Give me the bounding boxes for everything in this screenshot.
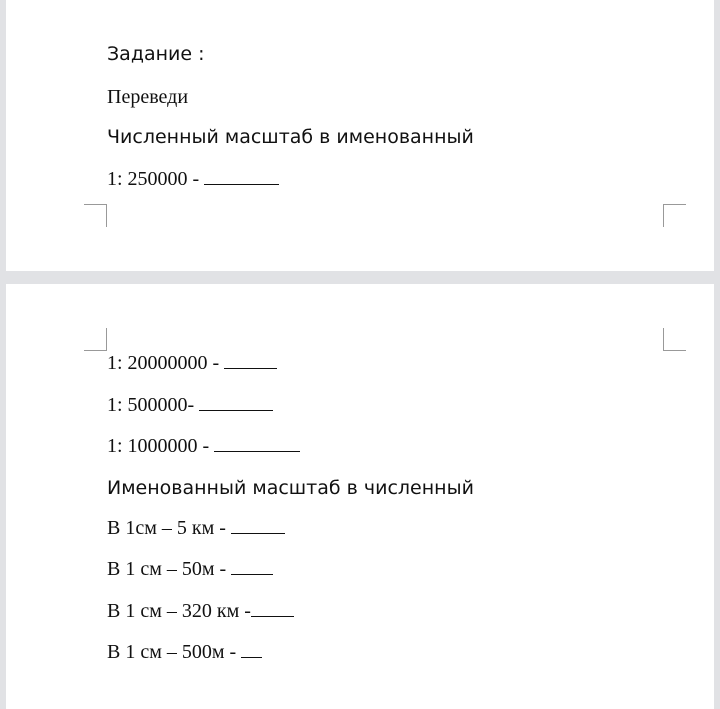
- margin-corner-bottom-left: [84, 204, 107, 227]
- scale-item-4: 1: 1000000 -: [107, 435, 300, 458]
- document-page-2: [6, 284, 714, 709]
- section2-heading: Именованный масштаб в численный: [107, 477, 474, 499]
- answer-blank-8: [241, 641, 262, 658]
- answer-blank-3: [199, 394, 273, 411]
- section1-heading: Численный масштаб в именованный: [107, 126, 474, 148]
- margin-corner-top-left: [84, 328, 107, 351]
- scale-item-3: 1: 500000-: [107, 394, 273, 417]
- instruction-text: Переведи: [107, 86, 189, 108]
- scale-item-8: В 1 см – 500м -: [107, 641, 262, 664]
- margin-corner-top-right: [663, 328, 686, 351]
- margin-corner-bottom-right: [663, 204, 686, 227]
- answer-blank-4: [214, 435, 300, 452]
- answer-blank-5: [231, 517, 285, 534]
- scale-item-2: 1: 20000000 -: [107, 352, 277, 375]
- scale-item-7: В 1 см – 320 км -: [107, 600, 294, 623]
- scale-item-6: В 1 см – 50м -: [107, 558, 273, 581]
- document-page-1: [6, 0, 714, 271]
- scale-item-1: 1: 250000 -: [107, 168, 279, 191]
- answer-blank-2: [224, 352, 277, 369]
- answer-blank-6: [231, 558, 273, 575]
- answer-blank-7: [251, 600, 294, 617]
- answer-blank-1: [204, 168, 279, 185]
- scale-item-5: В 1см – 5 км -: [107, 517, 285, 540]
- task-label: Задание :: [107, 43, 205, 65]
